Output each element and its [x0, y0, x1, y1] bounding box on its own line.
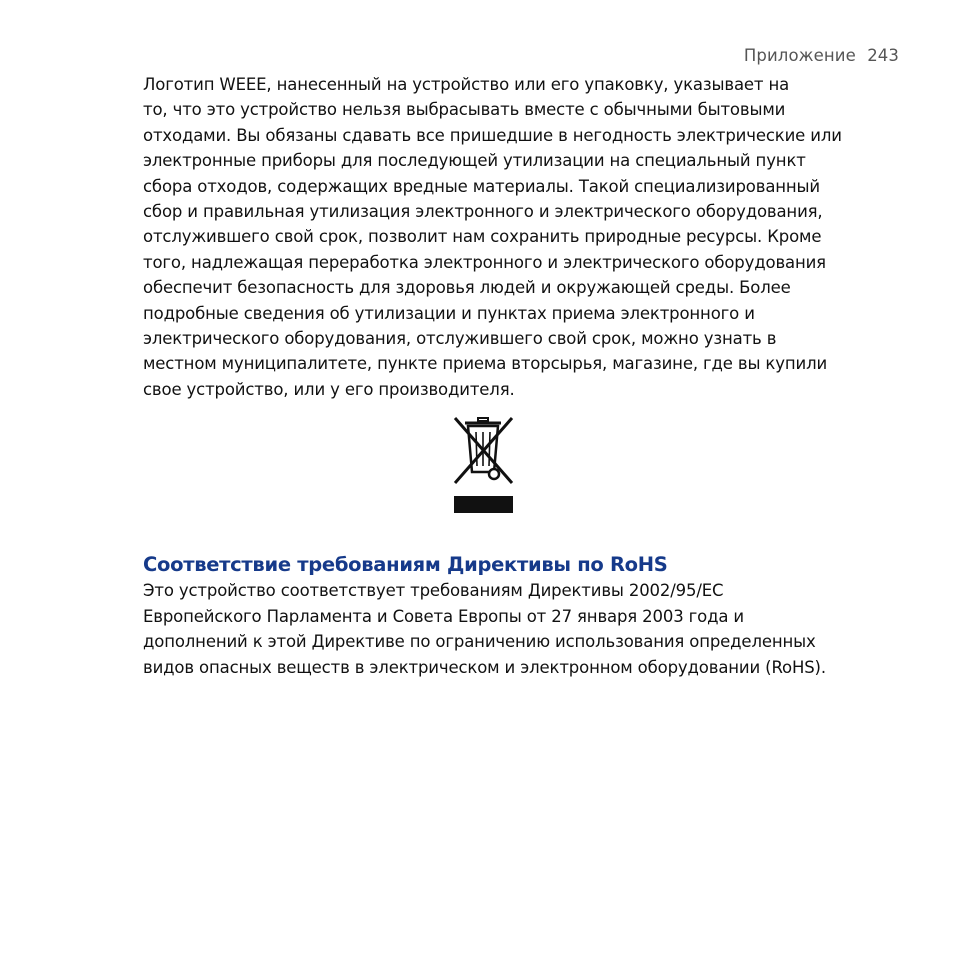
page-number: 243: [867, 46, 899, 65]
page-header: [744, 46, 899, 65]
weee-paragraph: [143, 72, 883, 402]
paragraph-line: сбора отходов, содержащих вредные материалы. Такой специализированный: [143, 176, 821, 196]
paragraph-line: электрического оборудования, отслужившего свой срок, можно узнать в: [143, 329, 777, 349]
paragraph-line: того, надлежащая переработка электронного и электрического оборудования: [143, 252, 826, 272]
paragraph-line: отходами. Вы обязаны сдавать все пришедшие в негодность электрические или: [143, 125, 842, 145]
paragraph-line: электронные приборы для последующей утилизации на специальный пункт: [143, 151, 806, 171]
paragraph-line: Европейского Парламента и Совета Европы от 27 января 2003 года и: [143, 606, 745, 626]
paragraph-line: сбор и правильная утилизация электронного и электрического оборудования,: [143, 202, 823, 222]
weee-symbol: [450, 414, 518, 518]
paragraph-line: местном муниципалитете, пункте приема вторсырья, магазине, где вы купили: [143, 354, 828, 374]
paragraph-line: Это устройство соответствует требованиям Директивы 2002/95/EC: [143, 581, 724, 601]
crossed-out-wheelie-bin-icon: [450, 414, 518, 518]
paragraph-line: свое устройство, или у его производителя.: [143, 379, 515, 399]
paragraph-line: Логотип WEEE, нанесенный на устройство или его упаковку, указывает на: [143, 75, 790, 94]
page-content: [143, 72, 883, 680]
paragraph-line: обеспечит безопасность для здоровья людей и окружающей среды. Более: [143, 278, 791, 298]
running-header-section: Приложение: [743, 46, 856, 65]
paragraph-line: отслужившего свой срок, позволит нам сохранить природные ресурсы. Кроме: [143, 227, 822, 247]
rohs-paragraph: [143, 578, 883, 680]
paragraph-line: видов опасных веществ в электрическом и электронном оборудовании (RoHS).: [143, 657, 826, 677]
paragraph-line: подробные сведения об утилизации и пунктах приема электронного и: [143, 303, 755, 323]
paragraph-line: дополнений к этой Директиве по ограничению использования определенных: [143, 632, 816, 652]
rohs-heading: Соответствие требованиям Директивы по RoHS: [143, 553, 668, 577]
paragraph-line: то, что это устройство нельзя выбрасывать вместе с обычными бытовыми: [143, 100, 786, 120]
